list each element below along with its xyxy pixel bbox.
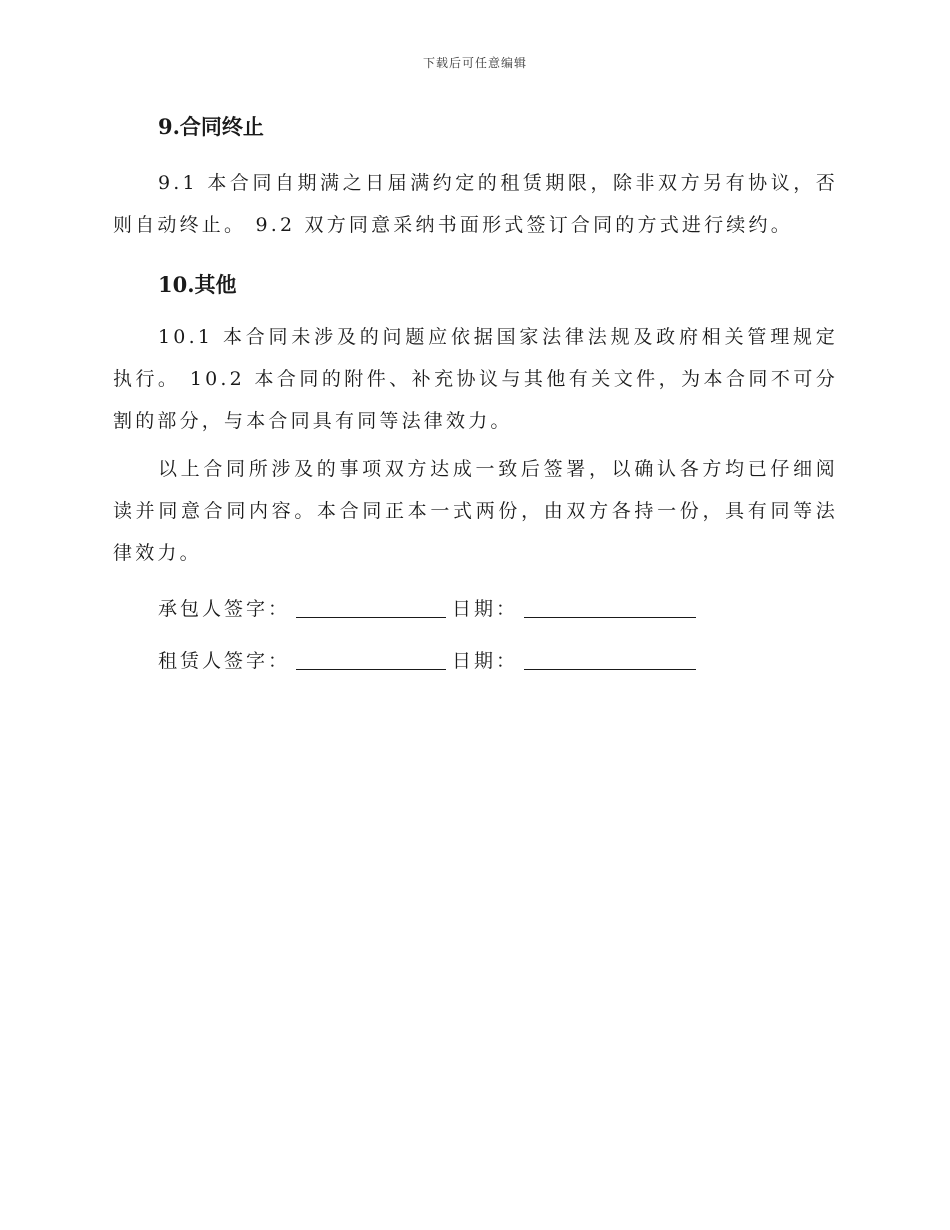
closing-paragraph: 以上合同所涉及的事项双方达成一致后签署，以确认各方均已仔细阅读并同意合同内容。本合同正本一式两份，由双方各持一份，具有同等法律效力。 [113, 458, 838, 564]
header-note: 下载后可任意编辑 [422, 56, 527, 70]
contractor-date-label: 日期： [452, 598, 519, 620]
lessee-date-label: 日期： [452, 650, 519, 672]
section-10-heading: 10.其他 [158, 272, 237, 297]
lessee-signature-row [158, 644, 838, 678]
contractor-signature-row [158, 592, 838, 626]
section-9-heading: 9.合同终止 [158, 114, 264, 139]
lessee-signature-label: 租赁人签字： [158, 650, 291, 672]
section-9-paragraph: 9.1 本合同自期满之日届满约定的租赁期限，除非双方另有协议，否则自动终止。 9.2 双方同意采纳书面形式签订合同的方式进行续约。 [113, 172, 838, 236]
contractor-signature-blank[interactable] [296, 593, 446, 618]
contractor-date-blank[interactable] [524, 593, 696, 618]
contractor-signature-label: 承包人签字： [158, 598, 291, 620]
section-10-paragraph: 10.1 本合同未涉及的问题应依据国家法律法规及政府相关管理规定执行。 10.2 本合同的附件、补充协议与其他有关文件，为本合同不可分割的部分，与本合同具有同等法律效力。 [113, 326, 838, 432]
lessee-date-blank[interactable] [524, 645, 696, 670]
lessee-signature-blank[interactable] [296, 645, 446, 670]
document-body [113, 110, 838, 678]
